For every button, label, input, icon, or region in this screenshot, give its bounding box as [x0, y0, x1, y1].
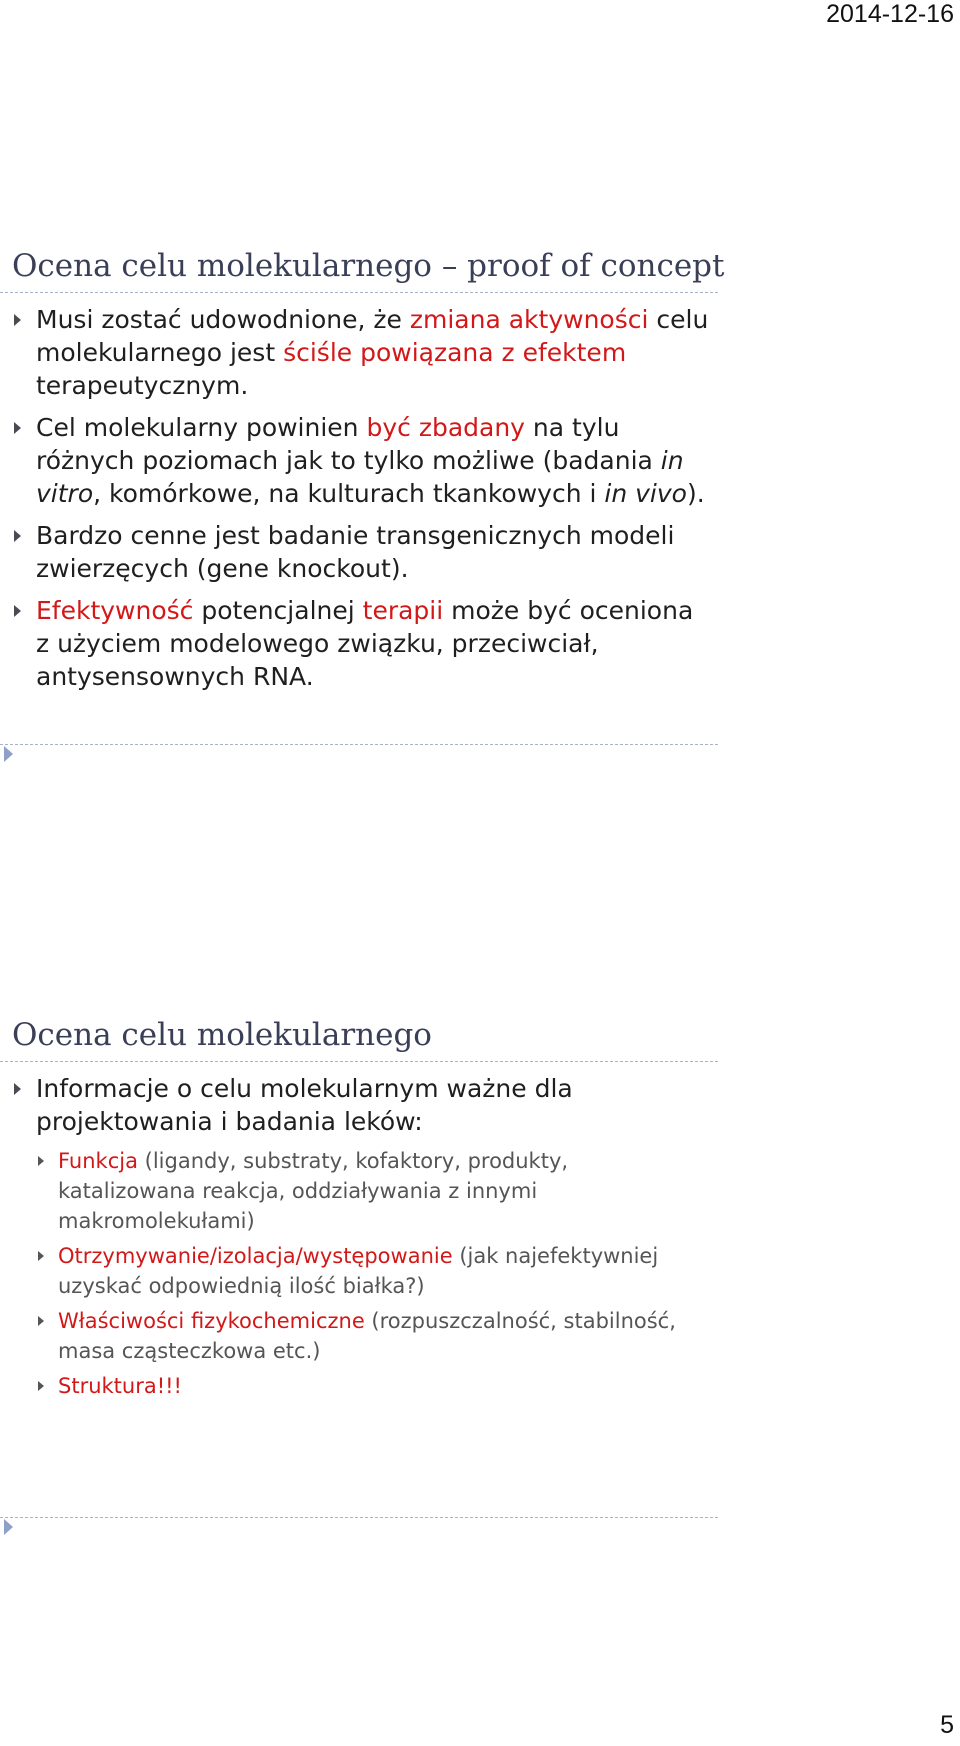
slide-title: Ocena celu molekularnego [12, 1017, 432, 1053]
title-divider [0, 1061, 718, 1062]
list-item: Musi zostać udowodnione, że zmiana aktywności celu molekularnego jest ściśle powiązana z efektem terapeutycznym. [0, 303, 720, 402]
triangle-bullet-icon [38, 1156, 44, 1166]
triangle-bullet-icon [14, 530, 21, 542]
slide-2 [0, 1015, 720, 1410]
slide-title: Ocena celu molekularnego – proof of concept [12, 248, 725, 284]
list-item: Efektywność potencjalnej terapii może być oceniona z użyciem modelowego związku, przeciwciał, antysensownych RNA. [0, 594, 720, 693]
slide-footer-divider [0, 744, 718, 745]
page-number: 5 [940, 1711, 954, 1739]
slide-footer-divider [0, 1517, 718, 1518]
print-date: 2014-12-16 [826, 0, 954, 28]
title-divider [0, 292, 718, 293]
sub-list-item: Funkcja (ligandy, substraty, kofaktory, produkty, katalizowana reakcja, oddziaływania z innymi makromolekułami) [36, 1146, 712, 1236]
triangle-bullet-icon [38, 1316, 44, 1326]
bullet-list [0, 1072, 720, 1401]
sub-list-item: Struktura!!! [36, 1371, 712, 1401]
slide-marker-icon [4, 1519, 13, 1535]
sub-list-item: Właściwości fizykochemiczne (rozpuszczalność, stabilność, masa cząsteczkowa etc.) [36, 1306, 712, 1366]
triangle-bullet-icon [14, 1083, 21, 1095]
triangle-bullet-icon [38, 1381, 44, 1391]
sub-list-item: Otrzymywanie/izolacja/występowanie (jak najefektywniej uzyskać odpowiednią ilość białka?) [36, 1241, 712, 1301]
triangle-bullet-icon [14, 605, 21, 617]
slide-1 [0, 246, 725, 702]
triangle-bullet-icon [14, 314, 21, 326]
slide-marker-icon [4, 746, 13, 762]
list-item: Cel molekularny powinien być zbadany na tylu różnych poziomach jak to tylko możliwe (badania in vitro, komórkowe, na kulturach tkankowych i in vivo). [0, 411, 720, 510]
triangle-bullet-icon [38, 1251, 44, 1261]
triangle-bullet-icon [14, 422, 21, 434]
sub-bullet-list [0, 1146, 712, 1401]
list-item: Informacje o celu molekularnym ważne dla projektowania i badania leków: Funkcja (ligandy, substraty, kofaktory, produkty, katalizowana reakcja, oddziaływania z innymi makromolekułami) Otrzymywanie/izolacja/występowanie (jak najefektywniej uzyskać odpowiednią ilość białka?) Właściwości fizykochemiczne (rozpuszczalność, stabilność, masa cząsteczkowa etc.) Struktura!!! [0, 1072, 720, 1401]
bullet-list [0, 303, 720, 693]
list-item: Bardzo cenne jest badanie transgenicznych modeli zwierzęcych (gene knockout). [0, 519, 720, 585]
